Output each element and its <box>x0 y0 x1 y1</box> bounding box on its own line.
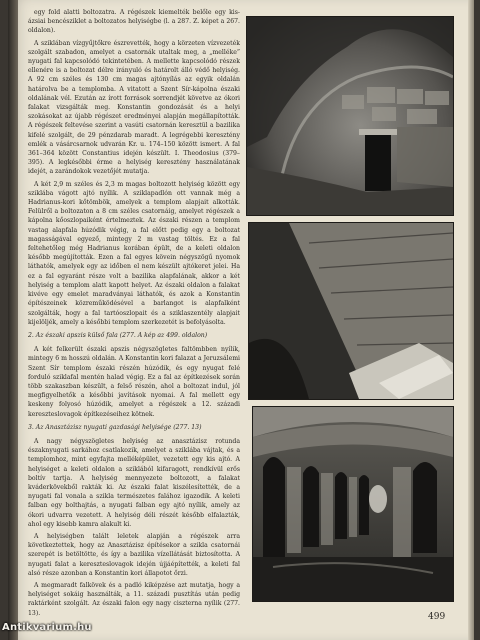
paragraph-2: A sziklában vízgyűjtőkre észrevették, hogy a körzeten vízvezeték szolgált szabadon, amelyet a csatornák utaltak meg, a „melléke” nyugati fal kapcsolódó tekintetében. A mellette kapcsolódó részek ellenére is a boltozat délre irányuló és határolt álló védő helyiség. A 92 cm széles és 130 cm magas ajtónyílás az egyik oldalán határolva be a templomba. A vitatott a Szent Sír-kápolna északi oldalának vél. Ezután az írott források sorrendjét követve az ókori falakat vizsgálták meg. Konstantin gondozását és a helyi szokásokat az újabb régészet eredményei alapján megállapították. A régészek feltevése szerint a vasúti csatornán keresztül a bazilika kifelé szolgált, de 29 pénzdarab maradt. A legrégebbi keresztény emlék a vásárcsarnok udvarán Kr. u. 174–150 között ismert. A fal 361–364 között Constantius idején készült. I. Theodosius (379–395). A legkésőbbi érme a helyiség keresztény használatának idejét, a zarándokok vezetőjét mutatja. <box>28 39 240 176</box>
section-heading-northern-apse: 2. Az északi apszis külső fala (277. A kép az 499. oldalon) <box>28 331 208 339</box>
book-spine-shadow <box>8 0 18 640</box>
section-heading-western-room: 3. Az Anasztázisz nyugati gazdasági helyisége (277. 13) <box>28 423 202 431</box>
paragraph-3: A két 2,9 m széles és 2,3 m magas boltozott helyiség között egy sziklába vágott ajtó nyílik. A sziklapadlón ott vannak még a Hadrianus-kori kőtömbök, amelyek a templom alapjait alkották. Felülről a boltozaton a 8 cm széles csatornáig, amelyet régészek a kápolna kőoszlopaiként értelmeztek. Az északi részen a templom vastag alapfala húzódik végig, a fal előtt pedig egy a boltozat magasságával egyező, mintegy 2 m vastag töltés. Ez a fal feltehetőleg még Hadrianus korában épült, de a keleti oldalon később megújították. Ezen a fal egyes kövein négyszögű nyomok láthatók, amelyek egy az időben el nem készült ajtókeret jelei. Ha ez a fal egyaránt része volt a bazilika alapfalának, akkor a két helyiség a templom alatt kapott helyet. Az északi oldalon a falakat kivéve egy emelet maradványai láthatók, és azok a Konstantin építészeinek közreműködésével a barlangot is alapfalként szolgálták, hogy a fal tartóoszlopait és a sziklaszentély alapjait kijelöljék, amely a későbbi templom szerkezetét is befolyásolta. <box>28 180 240 326</box>
paragraph-7: A megmaradt falkövek és a padló kiképzése azt mutatja, hogy a helyiséget sokáig használták, a 11. századi pusztítás után pedig raktárként szolgált. Az északi falon egy nagy ciszterna nyílik (277. 13). <box>28 581 240 617</box>
page-edge <box>468 0 474 640</box>
paragraph-4: A két felkerült északi apszis négyszögletes faltömbben nyílik, mintegy 6 m hosszú oldalán. A Konstantin kori falazat a Jeruzsálemi Szent Sír templom északi részén húzódik, és egy nyugat felé forduló sziklafal mentén halad végig. Ez a fal az építkezések során több szakaszban készült, a felső részén, ahol a boltozat indul, jól megfigyelhetők a későbbi javítások nyomai. A fal mellett egy keskeny folyosó húzódik, amelyet a régészek a 12. századi kereszteslovagok építkezéseihez kötnek. <box>28 346 240 418</box>
watermark: Antikvarium.hu <box>2 622 92 633</box>
book-page <box>8 0 474 640</box>
page-number: 499 <box>428 612 446 622</box>
body-text-column <box>28 8 240 618</box>
paragraph-1: egy fold alatti boltozatra. A régészek kiemelték belőle egy kis-ázsiai bencésziklet a boltozatos helyiségbe (l. a 287. Z. képet a 267. oldalon). <box>28 9 240 35</box>
corridor-wall-photo <box>248 222 454 400</box>
arched-hall-photo <box>252 406 454 602</box>
vaulted-chamber-photo <box>246 16 454 216</box>
paragraph-6: A helyiségben talált leletek alapján a régészek arra következtettek, hogy az Anasztázisz építésekor a szikla csatornái szerepét is betöltötte, és így a bazilika vízellátását biztosította. A nyugati falat a kereszteslovagok idején újjáépítették, a keleti fal alsó része azonban a Konstantin kori állapotot őrzi. <box>28 532 240 577</box>
paragraph-5: A nagy négyszögletes helyiség az anasztázisz rotunda északnyugati sarkához csatlakozik, amelyet a sziklába vájtak, és a templomhoz, mint egyfajta melléképület, vezetett egy kis ajtó. A helyiséget a keleti oldalon a sziklából kifaragott, rendkívül erős boltív tartja. A helyiség mennyezete boltozott, a falakat kváderkövekből rakták ki. Az északi falat kiszélesítették, de a nyugati fal vonala a szikla természetes falához igazodik. A keleti falban egy bolthajtás, a nyugati falban egy ajtó nyílik, amely az ókori udvarra vezetett. A helyiség déli részét később elfalazták, ahol egy kisebb kamra alakult ki. <box>28 437 240 528</box>
